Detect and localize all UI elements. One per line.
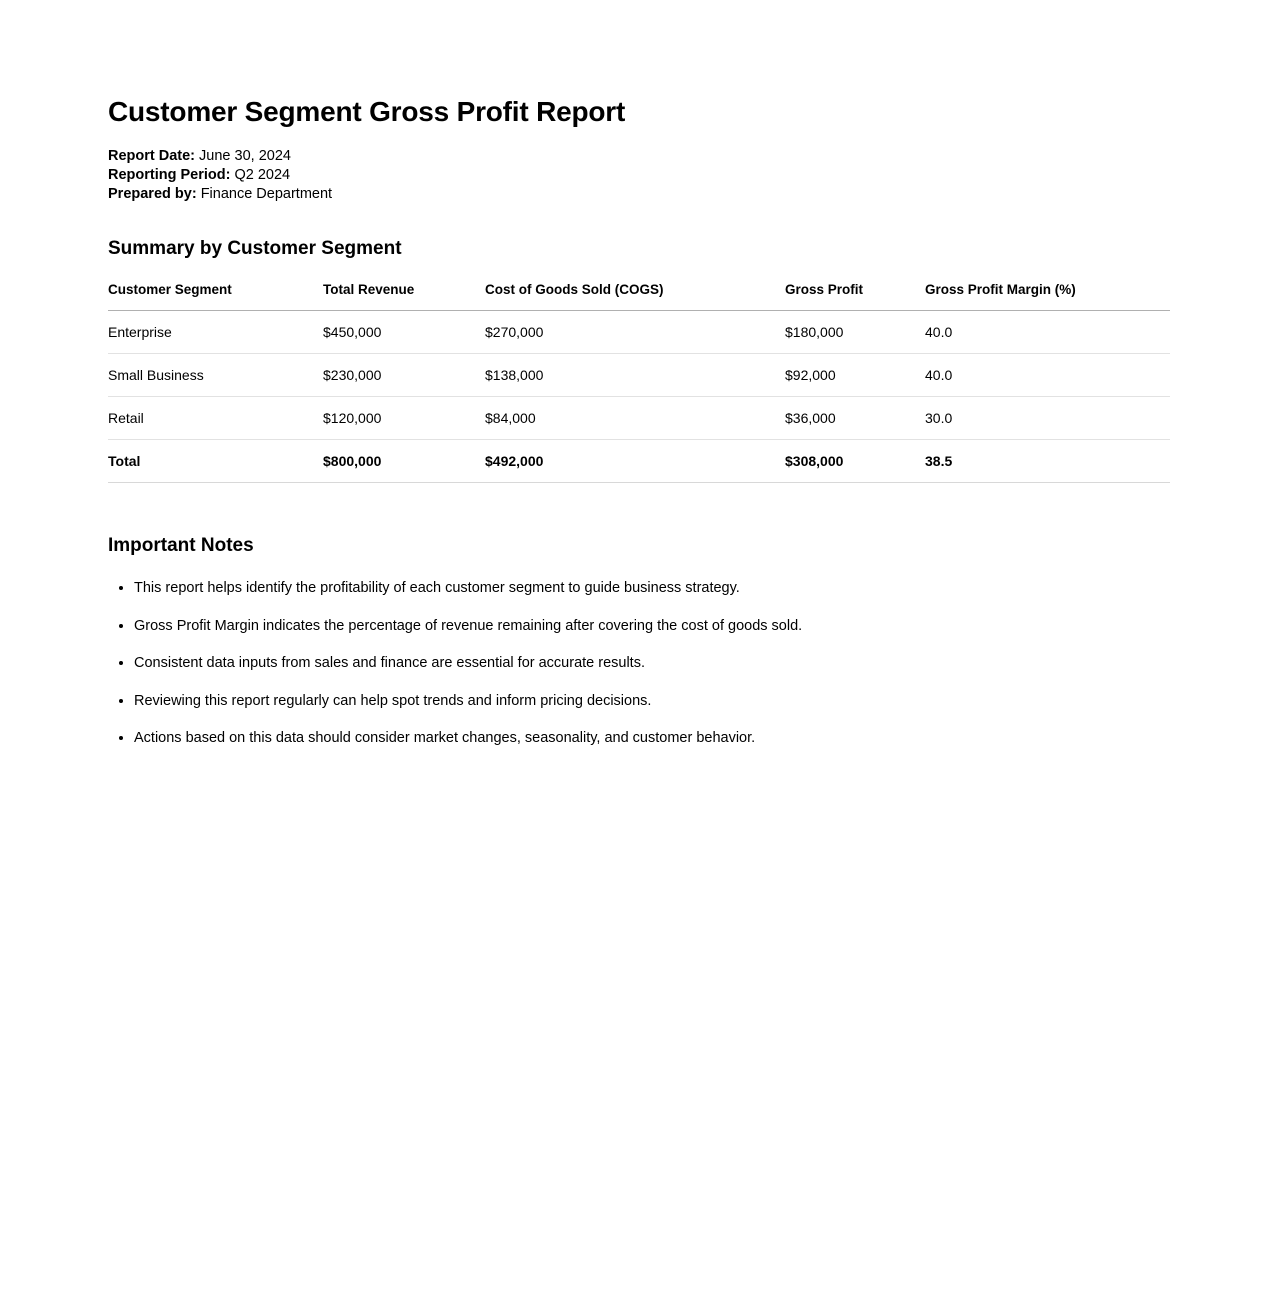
- meta-label-prepared-by: Prepared by:: [108, 185, 197, 202]
- meta-row-reporting-period: [108, 166, 1170, 185]
- meta-label-report-date: Report Date:: [108, 147, 196, 164]
- list-item: • Actions based on this data should consider market changes, seasonality, and customer behavior.: [134, 729, 1170, 749]
- list-item: • Reviewing this report regularly can help spot trends and inform pricing decisions.: [134, 692, 1170, 712]
- cell-gross-profit-total: $308,000: [785, 439, 925, 482]
- column-header-cogs: Cost of Goods Sold (COGS): [485, 282, 785, 311]
- column-header-gross-profit: Gross Profit: [785, 282, 925, 311]
- cell-segment: Retail: [108, 396, 323, 439]
- summary-table: [108, 282, 1170, 483]
- table-row: [108, 396, 1170, 439]
- cell-gross-profit: $92,000: [785, 353, 925, 396]
- cell-revenue: $450,000: [323, 310, 485, 353]
- list-item: • Gross Profit Margin indicates the percentage of revenue remaining after covering the cost of goods sold.: [134, 617, 1170, 637]
- cell-cogs: $270,000: [485, 310, 785, 353]
- cell-cogs-total: $492,000: [485, 439, 785, 482]
- table-row-total: [108, 439, 1170, 482]
- cell-gross-profit: $180,000: [785, 310, 925, 353]
- meta-row-report-date: [108, 147, 1170, 166]
- meta-value-prepared-by: Finance Department: [200, 185, 333, 202]
- meta-row-prepared-by: [108, 185, 1170, 204]
- cell-revenue-total: $800,000: [323, 439, 485, 482]
- table-row: [108, 353, 1170, 396]
- meta-value-report-date: June 30, 2024: [199, 147, 291, 164]
- cell-margin: 40.0: [925, 310, 1170, 353]
- cell-margin: 30.0: [925, 396, 1170, 439]
- page-title: Customer Segment Gross Profit Report: [108, 96, 626, 127]
- summary-section-heading: Summary by Customer Segment: [108, 237, 402, 259]
- cell-cogs: $84,000: [485, 396, 785, 439]
- notes-section-heading: Important Notes: [108, 534, 254, 556]
- cell-segment: Enterprise: [108, 310, 323, 353]
- column-header-customer-segment: Customer Segment: [108, 282, 323, 311]
- cell-margin-total: 38.5: [925, 439, 1170, 482]
- table-row: [108, 310, 1170, 353]
- cell-revenue: $120,000: [323, 396, 485, 439]
- cell-cogs: $138,000: [485, 353, 785, 396]
- summary-table-head: [108, 282, 1170, 311]
- meta-label-reporting-period: Reporting Period:: [108, 166, 231, 183]
- report-metadata: [108, 147, 1170, 204]
- cell-segment: Small Business: [108, 353, 323, 396]
- summary-table-body: [108, 310, 1170, 482]
- list-item: • This report helps identify the profitability of each customer segment to guide business strategy.: [134, 579, 1170, 599]
- column-header-total-revenue: Total Revenue: [323, 282, 485, 311]
- cell-segment-total: Total: [108, 439, 323, 482]
- list-item: • Consistent data inputs from sales and finance are essential for accurate results.: [134, 654, 1170, 674]
- meta-value-reporting-period: Q2 2024: [234, 166, 291, 183]
- cell-revenue: $230,000: [323, 353, 485, 396]
- notes-list: [108, 579, 1170, 749]
- cell-margin: 40.0: [925, 353, 1170, 396]
- column-header-gross-profit-margin: Gross Profit Margin (%): [925, 282, 1170, 311]
- cell-gross-profit: $36,000: [785, 396, 925, 439]
- table-header-row: [108, 282, 1170, 311]
